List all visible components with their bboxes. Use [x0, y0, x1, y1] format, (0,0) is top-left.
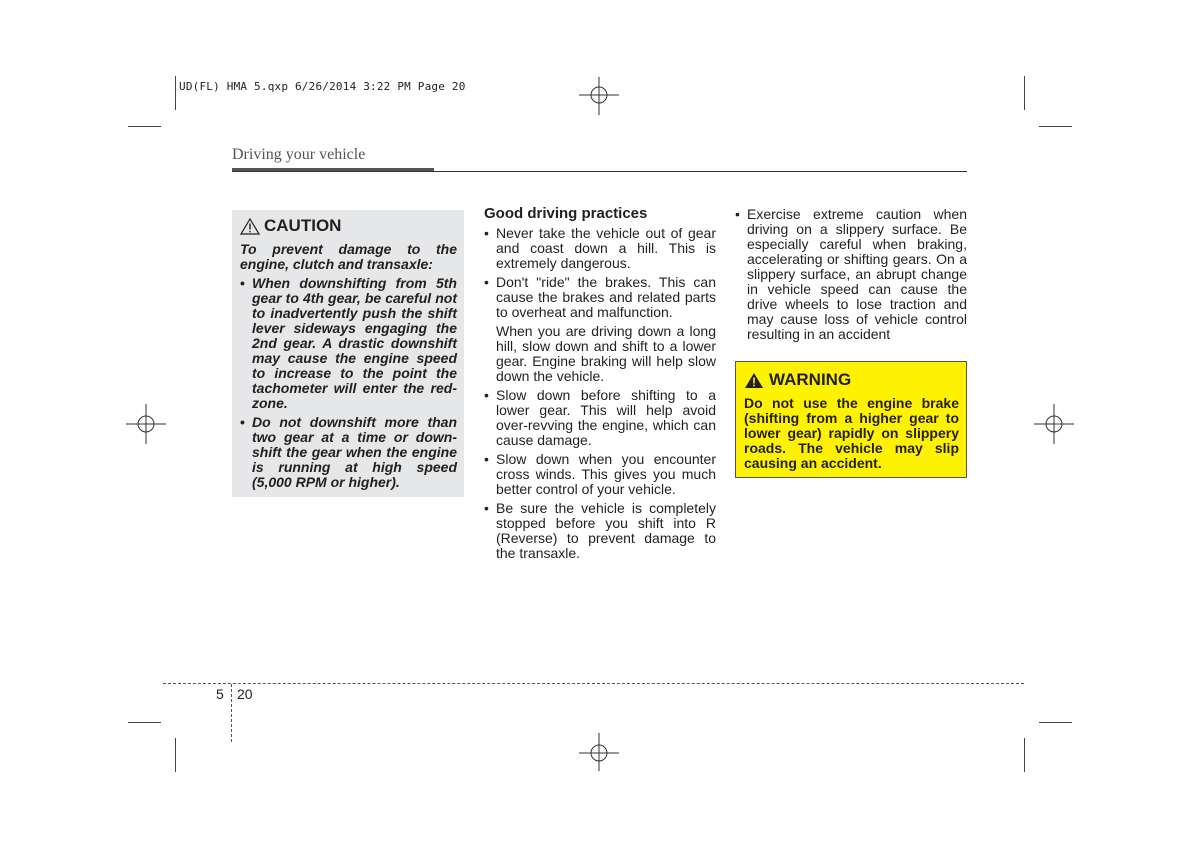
section-title: Driving your vehicle — [232, 146, 366, 163]
crop-mark — [1024, 76, 1025, 110]
practice-item — [484, 388, 716, 448]
caution-heading — [240, 216, 457, 236]
practice-text: • Slow down when you encounter cross winds. This gives you much better control of your vehicle. — [496, 451, 716, 497]
warning-box — [735, 361, 967, 478]
caution-box — [232, 210, 464, 497]
crop-mark — [128, 126, 161, 127]
practice-text: • Be sure the vehicle is completely stopped before you shift into R (Reverse) to prevent damage to the transaxle. — [496, 500, 716, 561]
caution-list — [240, 276, 457, 490]
practice-text: When you are driving down a long hill, slow down and shift to a lower gear. Engine braking will help slow down the vehicle. — [496, 323, 716, 384]
caution-item: • When downshifting from 5th gear to 4th gear, be careful not to inadvertently push the shift lever sideways engaging the 2nd gear. A drastic downshift may cause the engine speed to increase to the point the tachometer will enter the red-zone. — [240, 276, 457, 411]
practice-item — [484, 275, 716, 384]
practices-column — [484, 206, 716, 565]
footer-rule — [163, 683, 1024, 684]
warning-title: WARNING — [769, 370, 852, 389]
crop-mark — [1039, 126, 1072, 127]
practices-list — [484, 226, 716, 561]
crop-mark — [1024, 738, 1025, 772]
practices-column-continued — [735, 207, 967, 346]
crop-mark — [175, 76, 176, 110]
practice-text: • Slow down before shifting to a lower gear. This will help avoid over-revving the engine, which can cause damage. — [496, 387, 716, 448]
practice-item — [484, 226, 716, 271]
practice-text: • Exercise extreme caution when driving on a slippery surface. Be especially careful when braking, accelerating or shifting gears. On a slippery surface, an abrupt change in vehicle speed can cause the drive wheels to lose traction and may cause loss of vehicle control resulting in an accident — [747, 206, 967, 342]
registration-mark — [126, 404, 166, 444]
section-number: 5 — [216, 686, 224, 702]
page-number: 20 — [237, 686, 253, 702]
crop-mark — [128, 722, 161, 723]
caution-intro: To prevent damage to the engine, clutch and transaxle: — [240, 241, 457, 272]
footer-divider — [231, 684, 232, 742]
practices-list — [735, 207, 967, 342]
warning-triangle-icon — [744, 372, 764, 389]
caution-title: CAUTION — [264, 216, 342, 235]
caution-triangle-icon — [240, 218, 260, 235]
crop-mark — [175, 738, 176, 772]
warning-heading — [744, 370, 959, 390]
caution-item: • Do not downshift more than two gear at a time or down-shift the gear when the engine is running at high speed (5,000 RPM or higher). — [240, 415, 457, 490]
crop-mark — [1039, 722, 1072, 723]
registration-mark — [579, 733, 619, 773]
practice-text: • Don't "ride" the brakes. This can cause the brakes and related parts to overheat and malfunction. — [496, 274, 716, 320]
practice-item — [484, 452, 716, 497]
practices-heading: Good driving practices — [484, 205, 648, 222]
practice-text: • Never take the vehicle out of gear and coast down a hill. This is extremely dangerous. — [496, 225, 716, 271]
registration-mark — [579, 75, 619, 115]
practice-item — [484, 501, 716, 561]
header-rule — [232, 171, 967, 172]
warning-text: Do not use the engine brake (shifting from a higher gear to lower gear) rapidly on slippery roads. The vehicle may slip causing an accident. — [744, 395, 959, 471]
registration-mark — [1034, 404, 1074, 444]
practice-item — [735, 207, 967, 342]
print-slug: UD(FL) HMA 5.qxp 6/26/2014 3:22 PM Page 20 — [179, 80, 466, 93]
